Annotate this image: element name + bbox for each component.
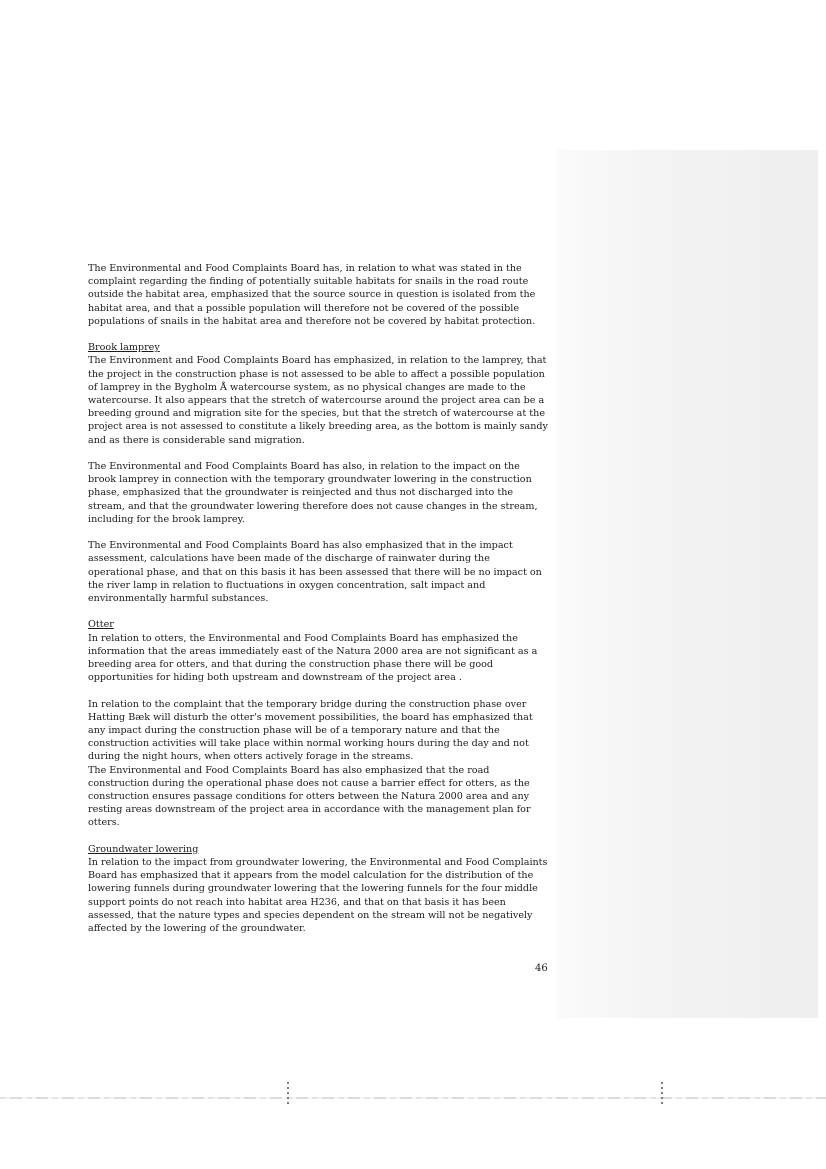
scan-mark [287,1082,289,1104]
section-otter [88,618,548,829]
paragraph: The Environmental and Food Complaints Board has also emphasized that in the impact assessment, calculations have been made of the discharge of rainwater during the operational phase, and that on this basis it has been assessed that there will be no impact on the river lamp in relation to fluctuations in oxygen concentration, salt impact and environmentally harmful substances. [88,540,542,605]
paragraph: In relation to the complaint that the temporary bridge during the construction phase over Hatting Bæk will disturb the otter's movement possibilities, the board has emphasized that any impact during the construction phase will be of a temporary nature and that the construction activities will take place within normal working hours during the day and not during the night hours, when otters actively forage in the streams. [88,698,533,763]
scan-shadow [556,150,818,1018]
section-groundwater-lowering [88,843,548,935]
paragraph: The Environmental and Food Complaints Board has also, in relation to the impact on the brook lamprey in connection with the temporary groundwater lowering in the construction phase, emphasized that the groundwater is reinjected and thus not discharged into the stream, and that the groundwater lowering therefore does not cause changes in the stream, including for the brook lamprey. [88,461,538,525]
paragraph: The Environment and Food Complaints Board has emphasized, in relation to the lamprey, that the project in the construction phase is not assessed to be able to affect a possible population of lamprey in the Bygholm Å watercourse system, as no physical changes are made to the watercourse. It also appears that the stretch of watercourse around the project area can be a breeding ground and migration site for the species, but that the stretch of watercourse at the project area is not assessed to constitute a likely breeding area, as the bottom is mainly sandy and as there is considerable sand migration. [88,355,548,446]
document-body [88,262,548,948]
page-number: 46 [535,963,548,974]
scan-mark [661,1082,663,1104]
section-heading: Groundwater lowering [88,843,199,855]
paragraph: In relation to otters, the Environmental and Food Complaints Board has emphasized the information that the areas immediately east of the Natura 2000 area are not significant as a breeding area for otters, and that during the construction phase there will be good opportunities for hiding both upstream and downstream of the project area . [88,632,538,684]
intro-paragraph: The Environmental and Food Complaints Board has, in relation to what was stated in the complaint regarding the finding of potentially suitable habitats for snails in the road route outside the habitat area, emphasized that the source source in question is isolated from the habitat area, and that a possible population will therefore not be covered of the possible populations of snails in the habitat area and therefore not be covered by habitat protection. [88,263,536,327]
section-heading: Otter [88,619,114,631]
section-heading: Brook lamprey [88,342,160,354]
paragraph: In relation to the impact from groundwater lowering, the Environmental and Food Complaints Board has emphasized that it appears from the model calculation for the distribution of the lowering funnels during groundwater lowering that the lowering funnels for the four middle support points do not reach into habitat area H236, and that on that basis it has been assessed, that the nature types and species dependent on the stream will not be negatively affected by the lowering of the groundwater. [88,857,548,935]
section-brook-lamprey [88,341,548,605]
paragraph: The Environmental and Food Complaints Board has also emphasized that the road construction during the operational phase does not cause a barrier effect for otters, as the construction ensures passage conditions for otters between the Natura 2000 area and any resting areas downstream of the project area in accordance with the management plan for otters. [88,764,531,829]
scan-edge-line [0,1097,826,1099]
